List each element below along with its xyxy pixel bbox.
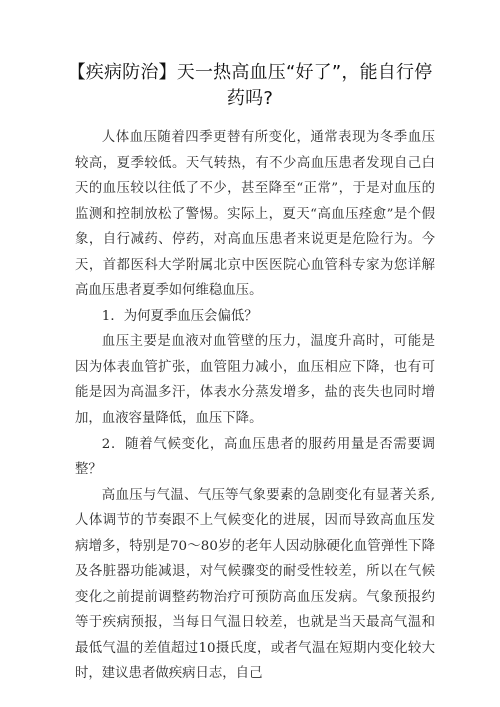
document-body xyxy=(75,125,435,687)
question-heading-2: 2．随着气候变化，高血压患者的服药用量是否需要调整？ xyxy=(75,436,435,478)
document-title: 【疾病防治】天一热高血压“好了”，能自行停药吗? xyxy=(67,62,433,109)
paragraph-answer-2: 高血压与气温、气压等气象要素的急剧变化有显著关系,人体调节的节奏跟不上气候变化的进展，因而导致高血压发病增多，特别是70～80岁的老年人因动脉硬化血管弹性下降及各脏器功能减退，对气候骤变的耐受性较差，所以在气候变化之前提前调整药物治疗可预防高血压发病。气象预报约等于疾病预报，当每日气温日较差，也就是当天最高气温和最低气温的差值超过10摄氏度，或者气温在短期内变化较大时，建议患者做疾病日志，自己 xyxy=(75,487,435,682)
question-heading-1: 1．为何夏季血压会偏低？ xyxy=(101,308,258,324)
paragraph-intro: 人体血压随着四季更替有所变化，通常表现为冬季血压较高，夏季较低。天气转热，有不少高血压患者发现自己白天的血压较以往低了不少，甚至降至“正常”，于是对血压的监测和控制放松了警惕。实际上，夏天“高血压痊愈”是个假象，自行减药、停药，对高血压患者来说更是危险行为。今天，首都医科大学附属北京中医医院心血管科专家为您详解高血压患者夏季如何维稳血压。 xyxy=(75,130,435,299)
paragraph-answer-1: 血压主要是血液对血管壁的压力，温度升高时，可能是因为体表血管扩张，血管阻力减小，血压相应下降，也有可能是因为高温多汗，体表水分蒸发增多，盐的丧失也同时增加，血液容量降低，血压下降。 xyxy=(75,334,435,427)
